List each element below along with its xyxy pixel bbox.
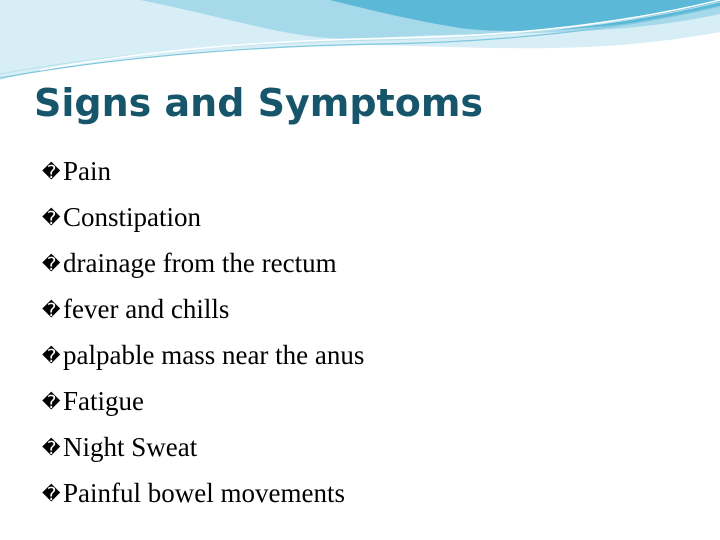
- list-item: [42, 424, 364, 470]
- list-item-text: drainage from the rectum: [63, 248, 337, 278]
- bullet-glyph-icon: �: [42, 208, 61, 229]
- list-item: [42, 378, 364, 424]
- bullet-glyph-icon: �: [42, 346, 61, 367]
- bullet-glyph-icon: �: [42, 392, 61, 413]
- list-item-text: Fatigue: [63, 386, 144, 416]
- list-item: [42, 148, 364, 194]
- bullet-glyph-icon: �: [42, 254, 61, 275]
- list-item-text: Night Sweat: [63, 432, 198, 462]
- slide-title: Signs and Symptoms: [34, 81, 484, 125]
- list-item-text: Painful bowel movements: [63, 478, 345, 508]
- symptom-list: [42, 148, 364, 516]
- list-item-text: palpable mass near the anus: [63, 340, 365, 370]
- list-item: [42, 470, 364, 516]
- list-item: [42, 194, 364, 240]
- bullet-glyph-icon: �: [42, 162, 61, 183]
- list-item-text: fever and chills: [63, 294, 230, 324]
- list-item: [42, 286, 364, 332]
- list-item-text: Constipation: [63, 202, 202, 232]
- bullet-glyph-icon: �: [42, 484, 61, 505]
- bullet-glyph-icon: �: [42, 300, 61, 321]
- list-item: [42, 240, 364, 286]
- list-item: [42, 332, 364, 378]
- list-item-text: Pain: [63, 156, 112, 186]
- bullet-glyph-icon: �: [42, 438, 61, 459]
